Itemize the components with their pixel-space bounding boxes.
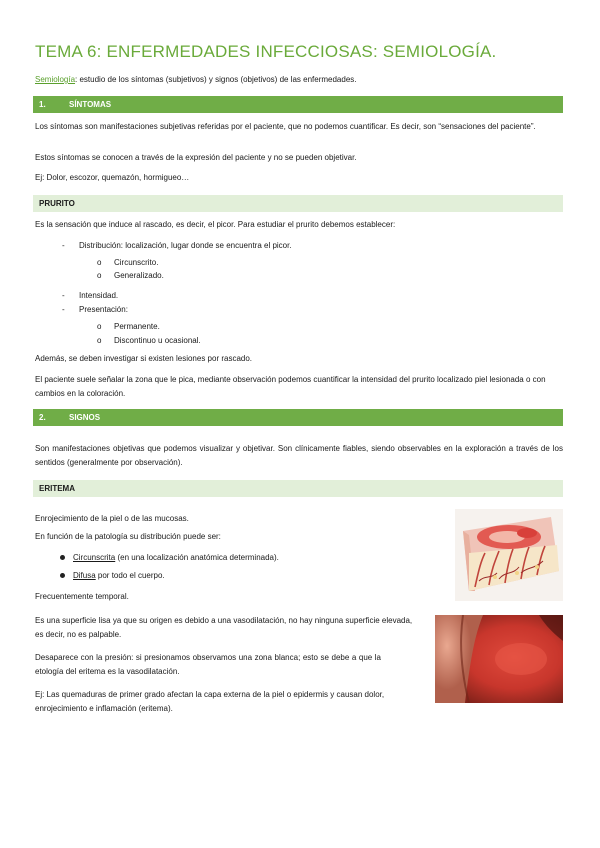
- subsection-title: PRURITO: [39, 199, 75, 208]
- prurito-subitem: Discontinuo u ocasional.: [114, 336, 201, 345]
- section-header-sintomas: [33, 96, 563, 113]
- circle-marker: o: [97, 336, 102, 345]
- signos-paragraph-1: Son manifestaciones objetivas que podemos visualizar y objetivar. Son clínicamente fiables, siendo observables en la exploración a través de los sentidos (generalmente por observación).: [35, 444, 563, 467]
- erythema-photo: [435, 615, 563, 703]
- bullet-term: Difusa: [73, 571, 96, 580]
- bullet-text: por todo el cuerpo.: [95, 571, 165, 580]
- prurito-item-distribucion: Distribución: localización, lugar donde se encuentra el picor.: [79, 241, 292, 250]
- eritema-paragraph-4: Es una superficie lisa ya que su origen es debido a una vasodilatación, no hay ninguna superficie elevada, es decir, no es palpable.: [35, 616, 413, 639]
- eritema-paragraph-2: En función de la patología su distribución puede ser:: [35, 532, 221, 541]
- bullet-marker: [60, 552, 65, 564]
- eritema-bullet-circunscrita: [73, 552, 279, 564]
- section-number: 2.: [39, 413, 46, 422]
- prurito-subitem: Circunscrito.: [114, 258, 159, 267]
- section-title: SIGNOS: [69, 413, 101, 422]
- dash-marker: -: [62, 291, 65, 300]
- prurito-subitem: Permanente.: [114, 322, 160, 331]
- section-header-signos: [33, 409, 563, 426]
- eritema-bullet-difusa: [73, 570, 165, 582]
- section-title: SÍNTOMAS: [69, 100, 112, 109]
- prurito-item-presentacion: Presentación:: [79, 305, 128, 314]
- subsection-title: ERITEMA: [39, 484, 75, 493]
- skin-cross-section-image: [455, 509, 563, 601]
- prurito-paragraph-3: El paciente suele señalar la zona que le pica, mediante observación podemos cuantificar la intensidad del prurito localizado piel lesionada o con cambios en la coloración.: [35, 375, 546, 398]
- prurito-item-intensidad: Intensidad.: [79, 291, 119, 300]
- eritema-paragraph-1: Enrojecimiento de la piel o de las mucosas.: [35, 514, 189, 523]
- bullet-marker: [60, 570, 65, 582]
- prurito-paragraph-1: Es la sensación que induce al rascado, es decir, el picor. Para estudiar el prurito debemos establecer:: [35, 220, 396, 229]
- intro-text: : estudio de los síntomas (subjetivos) y signos (objetivos) de las enfermedades.: [75, 75, 357, 84]
- intro-paragraph: [35, 73, 357, 87]
- eritema-paragraph-6: Ej: Las quemaduras de primer grado afectan la capa externa de la piel o epidermis y causan dolor, enrojecimiento e inflamación (eritema).: [35, 690, 385, 713]
- subsection-header-eritema: [33, 480, 563, 497]
- circle-marker: o: [97, 258, 102, 267]
- bullet-term: Circunscrita: [73, 553, 116, 562]
- bullet-text: (en una localización anatómica determinada).: [115, 553, 279, 562]
- page-title: TEMA 6: ENFERMEDADES INFECCIOSAS: SEMIOLOGÍA.: [35, 42, 497, 61]
- sintomas-paragraph-2: Estos síntomas se conocen a través de la expresión del paciente y no se pueden objetivar.: [35, 153, 357, 162]
- dash-marker: -: [62, 305, 65, 314]
- prurito-paragraph-2: Además, se deben investigar si existen lesiones por rascado.: [35, 354, 253, 363]
- sintomas-paragraph-3: Ej: Dolor, escozor, quemazón, hormigueo…: [35, 173, 190, 182]
- subsection-header-prurito: [33, 195, 563, 212]
- sintomas-paragraph-1: Los síntomas son manifestaciones subjetivas referidas por el paciente, que no podemos cuantificar. Es decir, son “sensaciones del paciente”.: [35, 122, 536, 131]
- prurito-subitem: Generalizado.: [114, 271, 164, 280]
- circle-marker: o: [97, 322, 102, 331]
- dash-marker: -: [62, 241, 65, 250]
- eritema-paragraph-3: Frecuentemente temporal.: [35, 592, 129, 601]
- section-number: 1.: [39, 100, 46, 109]
- intro-term: Semiología: [35, 75, 76, 84]
- eritema-paragraph-5: Desaparece con la presión: si presionamos observamos una zona blanca; esto se debe a que la etología del eritema es la vasodilatación.: [35, 653, 381, 676]
- circle-marker: o: [97, 271, 102, 280]
